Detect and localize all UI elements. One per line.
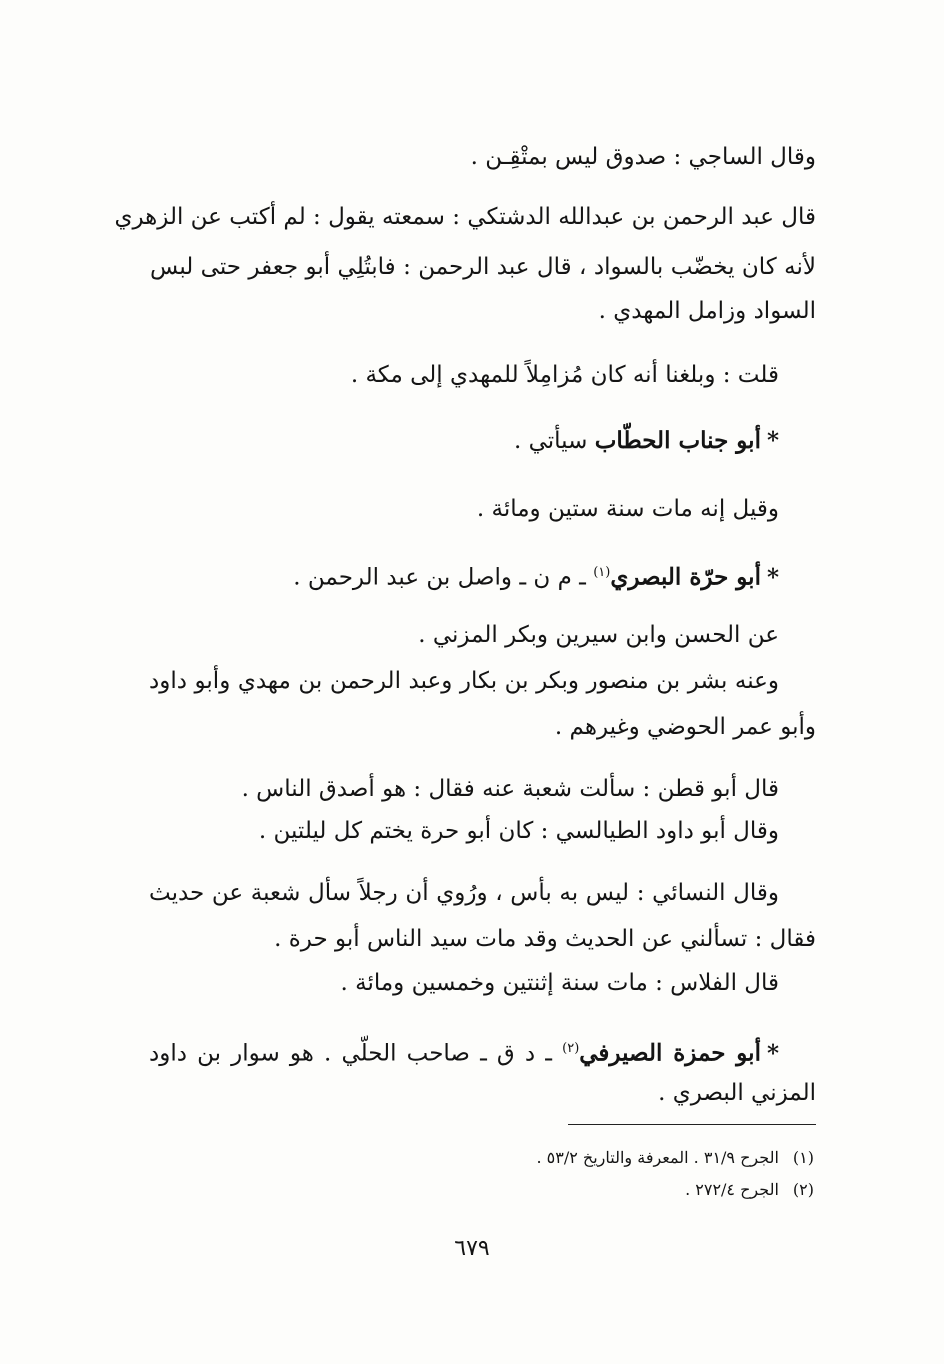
footnote-ref: (٢): [562, 1041, 580, 1056]
entry-marker: *: [766, 427, 779, 454]
footnote: [536, 1146, 814, 1170]
text-line: لأنه كان يخضّب بالسواد ، قال عبد الرحمن : فابتُلِي أبو جعفر حتى لبس: [150, 254, 816, 280]
footnote-text: الجرح ٢٧٢/٤ .: [685, 1180, 779, 1199]
footnote-number: (٢): [792, 1180, 814, 1199]
entry-text: ـ د ق ـ صاحب الحلّي . هو سوار بن داود: [149, 1040, 563, 1067]
text-line: قلت : وبلغنا أنه كان مُزامِلاً للمهدي إلى مكة .: [350, 362, 779, 388]
text-line: وعنه بشر بن منصور وبكر بن بكار وعبد الرحمن بن مهدي وأبو داود: [149, 668, 779, 694]
entry-marker: *: [766, 563, 779, 591]
text-line: وقال الساجي : صدوق ليس بمتْقِـن .: [470, 144, 816, 170]
entry-heading: [149, 1032, 779, 1071]
entry-name: أبو حمزة الصيرفي: [579, 1039, 761, 1067]
footnote-text: الجرح ٣١/٩ . المعرفة والتاريخ ٥٣/٢ .: [536, 1148, 779, 1167]
entry-heading: [293, 556, 779, 595]
text-line: قال الفلاس : مات سنة إثنتين وخمسين ومائة .: [340, 970, 779, 996]
text-line: وقال النسائي : ليس به بأس ، ورُوي أن رجلاً سأل شعبة عن حديث: [149, 880, 779, 906]
text-line: وقال أبو داود الطيالسي : كان أبو حرة يختم كل ليلتين .: [258, 818, 779, 844]
footnote: [685, 1178, 814, 1202]
entry-name: أبو جناب الحطّاب: [594, 427, 761, 454]
page-number: ٦٧٩: [454, 1236, 490, 1261]
footnote-number: (١): [792, 1148, 814, 1167]
entry-text: سيأتي .: [513, 428, 595, 454]
entry-text: ـ م ن ـ واصل بن عبد الرحمن .: [293, 564, 594, 591]
text-line: قال أبو قطن : سألت شعبة عنه فقال : هو أصدق الناس .: [241, 776, 779, 802]
text-line: فقال : تسألني عن الحديث وقد مات سيد الناس أبو حرة .: [274, 926, 816, 952]
text-line: المزني البصري .: [658, 1080, 816, 1106]
entry-marker: *: [766, 1039, 779, 1067]
entry-heading: [514, 424, 779, 458]
entry-name: أبو حرّة البصري: [610, 563, 761, 591]
footnote-ref: (١): [593, 565, 611, 580]
text-line: قال عبد الرحمن بن عبدالله الدشتكي : سمعته يقول : لم أكتب عن الزهري: [114, 204, 816, 230]
text-line: وأبو عمر الحوضي وغيرهم .: [554, 714, 816, 740]
text-line: السواد وزامل المهدي .: [598, 298, 816, 324]
text-line: عن الحسن وابن سيرين وبكر المزني .: [418, 622, 779, 648]
text-line: وقيل إنه مات سنة ستين ومائة .: [476, 496, 779, 522]
footnote-separator: [568, 1124, 816, 1125]
